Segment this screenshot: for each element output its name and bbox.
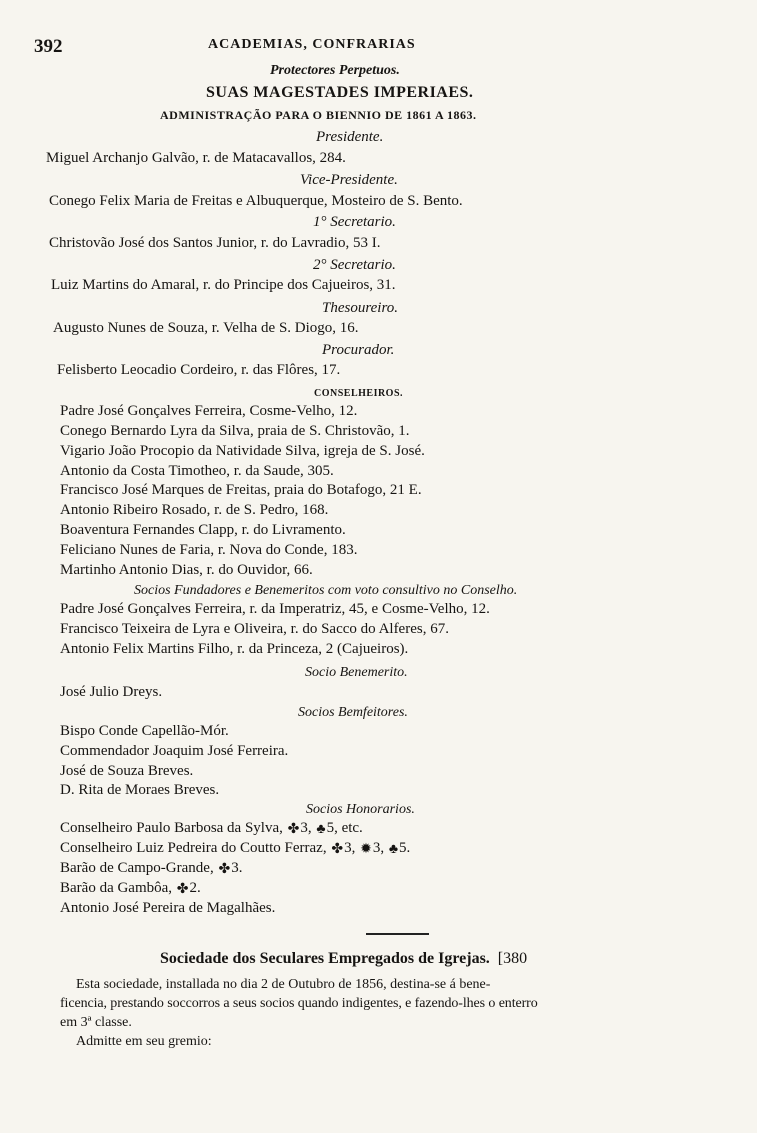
list-item: Antonio Ribeiro Rosado, r. de S. Pedro, 168. xyxy=(60,502,329,518)
cross-order-icon: ✤ xyxy=(176,882,189,897)
list-item: Vigario João Procopio da Natividade Silva, igreja de S. José. xyxy=(60,443,425,459)
honorario-degree: 5, etc. xyxy=(326,820,363,836)
paragraph-line: ficencia, prestando soccorros a seus socios quando indigentes, e fazendo-lhes o enterro xyxy=(60,996,538,1011)
honorario-line xyxy=(60,880,201,898)
paragraph-line: em 3ª classe. xyxy=(60,1015,132,1030)
rose-order-icon: ♣ xyxy=(388,842,399,857)
list-item: Feliciano Nunes de Faria, r. Nova do Conde, 183. xyxy=(60,542,358,558)
paragraph-line: Admitte em seu gremio: xyxy=(76,1034,212,1049)
honorario-degree: 3, xyxy=(344,840,356,856)
role-procurador: Procurador. xyxy=(322,342,395,358)
honorario-line xyxy=(60,840,410,858)
list-item: José de Souza Breves. xyxy=(60,763,194,779)
list-item: D. Rita de Moraes Breves. xyxy=(60,782,220,798)
role-1-secretario: 1° Secretario. xyxy=(313,214,396,230)
role-thesoureiro: Thesoureiro. xyxy=(322,300,398,316)
name-1-secretario: Christovão José dos Santos Junior, r. do Lavradio, 53 I. xyxy=(49,235,381,251)
list-item: Padre José Gonçalves Ferreira, r. da Imperatriz, 45, e Cosme-Velho, 12. xyxy=(60,601,490,617)
name-procurador: Felisberto Leocadio Cordeiro, r. das Flôres, 17. xyxy=(57,362,341,378)
benemerito-heading: Socio Benemerito. xyxy=(305,665,408,680)
paragraph-line: Esta sociedade, installada no dia 2 de Outubro de 1856, destina-se á bene- xyxy=(76,977,491,992)
cross-order-icon: ✤ xyxy=(287,822,300,837)
honorario-name: Conselheiro Luiz Pedreira do Coutto Ferraz, xyxy=(60,840,327,856)
fundadores-heading: Socios Fundadores e Benemeritos com voto consultivo no Conselho. xyxy=(134,583,518,598)
list-item: Boaventura Fernandes Clapp, r. do Livramento. xyxy=(60,522,346,538)
honorario-degree: 2. xyxy=(189,880,201,896)
role-2-secretario: 2° Secretario. xyxy=(313,257,396,273)
administration-heading: ADMINISTRAÇÃO PARA O BIENNIO DE 1861 A 1863. xyxy=(160,108,477,122)
cross-order-icon: ✤ xyxy=(331,842,344,857)
running-title: ACADEMIAS, CONFRARIAS xyxy=(208,37,416,52)
protectors-heading: Protectores Perpetuos. xyxy=(270,63,400,78)
name-thesoureiro: Augusto Nunes de Souza, r. Velha de S. Diogo, 16. xyxy=(53,320,359,336)
honorario-name: Antonio José Pereira de Magalhães. xyxy=(60,900,276,916)
list-item: Antonio da Costa Timotheo, r. da Saude, 305. xyxy=(60,463,334,479)
name-2-secretario: Luiz Martins do Amaral, r. do Principe dos Cajueiros, 31. xyxy=(51,277,396,293)
bemfeitores-heading: Socios Bemfeitores. xyxy=(298,705,408,720)
majesties-heading: SUAS MAGESTADES IMPERIAES. xyxy=(206,84,474,101)
list-item: Conego Bernardo Lyra da Silva, praia de S. Christovão, 1. xyxy=(60,423,410,439)
page-number: 392 xyxy=(34,36,63,57)
honorario-line xyxy=(60,820,363,838)
cross-order-icon: ✤ xyxy=(218,862,231,877)
honorario-name: Barão da Gambôa, xyxy=(60,880,173,896)
list-item: Antonio Felix Martins Filho, r. da Princeza, 2 (Cajueiros). xyxy=(60,641,409,657)
honorario-line xyxy=(60,860,242,878)
list-item: Bispo Conde Capellão-Mór. xyxy=(60,723,229,739)
role-presidente: Presidente. xyxy=(316,129,384,145)
role-vice-presidente: Vice-Presidente. xyxy=(300,172,398,188)
star-order-icon: ✹ xyxy=(360,842,372,857)
list-item: Padre José Gonçalves Ferreira, Cosme-Velho, 12. xyxy=(60,403,358,419)
honorario-name: Conselheiro Paulo Barbosa da Sylva, xyxy=(60,820,283,836)
conselheiros-heading: CONSELHEIROS. xyxy=(314,388,404,399)
name-presidente: Miguel Archanjo Galvão, r. de Matacavallos, 284. xyxy=(46,150,346,166)
honorario-name: Barão de Campo-Grande, xyxy=(60,860,214,876)
honorario-line xyxy=(60,900,275,917)
list-item: Martinho Antonio Dias, r. do Ouvidor, 66. xyxy=(60,562,313,578)
rose-order-icon: ♣ xyxy=(316,822,326,837)
list-item: Francisco Teixeira de Lyra e Oliveira, r. do Sacco do Alferes, 67. xyxy=(60,621,449,637)
section-divider xyxy=(366,933,429,935)
section-title-text: Sociedade dos Seculares Empregados de Igrejas. xyxy=(160,950,490,967)
honorarios-heading: Socios Honorarios. xyxy=(306,802,415,817)
honorario-degree: 3. xyxy=(231,860,243,876)
list-item: Francisco José Marques de Freitas, praia do Botafogo, 21 E. xyxy=(60,482,422,498)
list-item: José Julio Dreys. xyxy=(60,684,163,700)
honorario-degree: 3, xyxy=(300,820,312,836)
section-title xyxy=(160,950,527,968)
honorario-degree: 5. xyxy=(399,840,411,856)
name-vice-presidente: Conego Felix Maria de Freitas e Albuquerque, Mosteiro de S. Bento. xyxy=(49,193,463,209)
section-ref: [380 xyxy=(497,950,528,967)
list-item: Commendador Joaquim José Ferreira. xyxy=(60,743,289,759)
honorario-degree: 3, xyxy=(372,840,385,856)
